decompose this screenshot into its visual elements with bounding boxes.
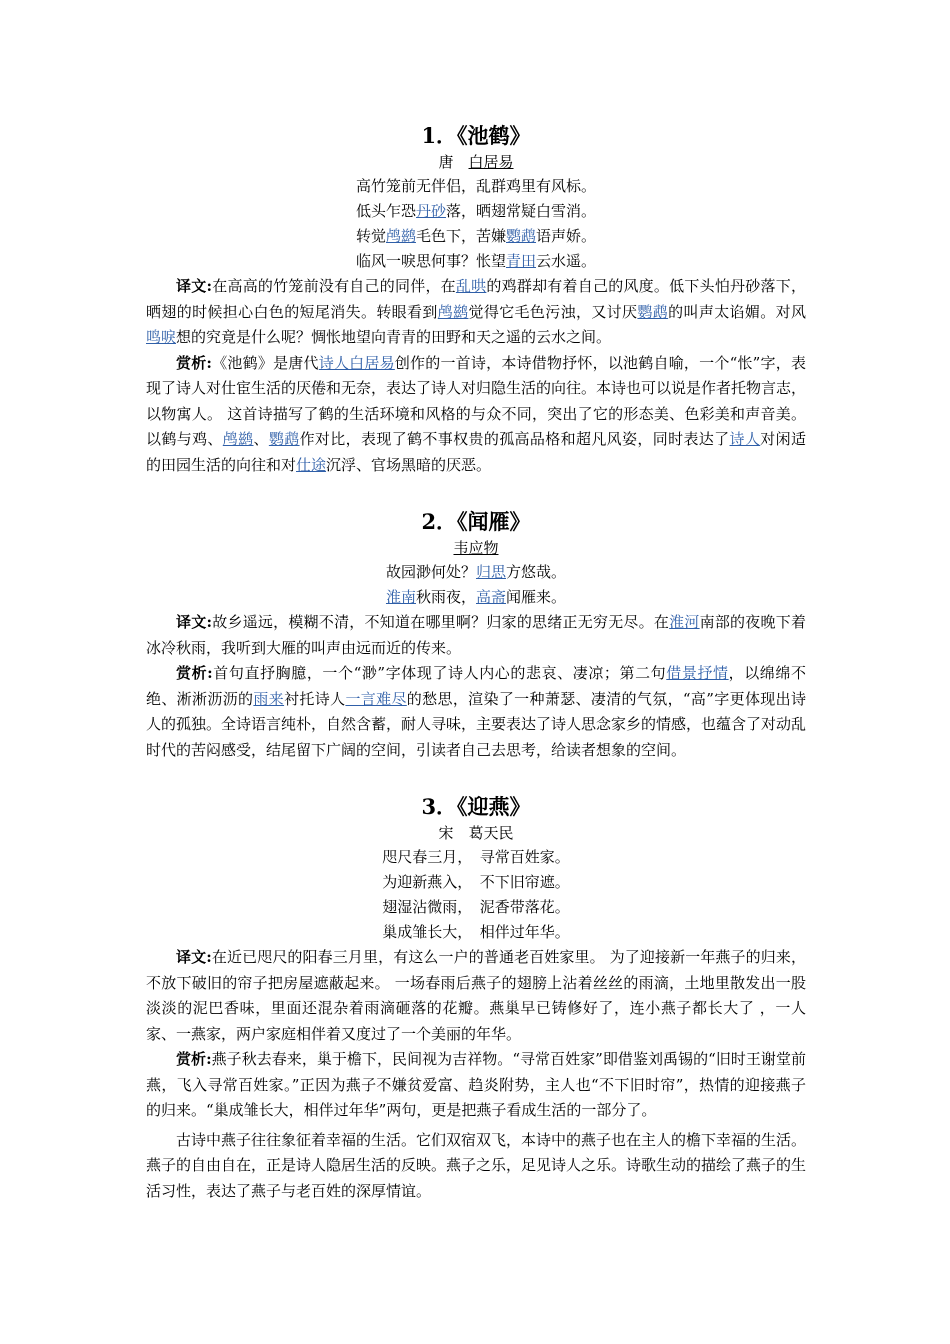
poem-section-3 xyxy=(146,793,806,1204)
analysis-paragraph xyxy=(146,351,806,479)
poem-title: 3．《迎燕》 xyxy=(421,794,531,819)
translation-text: 在高高的竹笼前没有自己的同伴，在乱哄的鸡群却有着自己的风度。低下头怕丹砂落下，晒翅的时候担心白色的短尾消失。转眼看到鸬鹚觉得它毛色污浊，又讨厌鹦鹉的叫声太谄媚。对风鸣唳想的究竟是什么呢？惆怅地望向青青的田野和天之遥的云水之间。 xyxy=(146,277,806,346)
term-link[interactable]: 鹦鹉 xyxy=(506,227,537,245)
poem-line: 为迎新燕入， 不下旧帘遮。 xyxy=(382,873,570,891)
poem-author xyxy=(146,536,806,560)
document-page xyxy=(146,0,806,1204)
poem-line: 转觉鸬鹚毛色下，苦嫌鹦鹉语声娇。 xyxy=(355,227,597,245)
translation-paragraph xyxy=(146,610,806,661)
poem-author xyxy=(146,150,806,174)
term-link[interactable]: 借景抒情 xyxy=(666,664,729,682)
poet-name: 白居易 xyxy=(468,153,514,171)
poem-line: 临风一唳思何事？怅望青田云水遥。 xyxy=(355,252,597,270)
analysis-label: 赏析: xyxy=(176,1050,212,1068)
translation-label: 译文: xyxy=(176,613,212,631)
term-link[interactable]: 淮河 xyxy=(669,613,700,631)
dynasty: 唐 xyxy=(438,153,454,171)
term-link[interactable]: 鹦鹉 xyxy=(637,302,669,321)
poem-line: 翅湿沾微雨， 泥香带落花。 xyxy=(382,898,570,916)
poet-name: 韦应物 xyxy=(453,539,499,557)
analysis-text: 燕子秋去春来，巢于檐下，民间视为吉祥物。“寻常百姓家”即借鉴刘禹锡的“旧时王谢堂前燕，飞入寻常百姓家。”正因为燕子不嫌贫爱富、趋炎附势，主人也“不下旧时帘”，热情的迎接燕子的归来。“巢成雏长大，相伴过年华”两句，更是把燕子看成生活的一部分了。 xyxy=(146,1050,806,1119)
term-link[interactable]: 一言难尽 xyxy=(345,689,407,708)
poem-title: 1．《池鹤》 xyxy=(421,123,531,148)
translation-label: 译文: xyxy=(176,277,212,295)
term-link[interactable]: 鸬鹚 xyxy=(222,430,254,448)
poem-title: 2．《闻雁》 xyxy=(421,509,531,534)
term-link[interactable]: 诗人 xyxy=(729,430,761,448)
poem-line: 淮南秋雨夜，高斋闻雁来。 xyxy=(385,588,567,606)
poem-section-2 xyxy=(146,508,806,763)
term-link[interactable]: 诗人白居易 xyxy=(318,353,395,372)
analysis-label: 赏析: xyxy=(176,353,212,372)
term-link[interactable]: 归思 xyxy=(475,563,506,581)
poem-author xyxy=(146,821,806,845)
analysis-text: 首句直抒胸臆，一个“渺”字体现了诗人内心的悲哀、凄凉；第二句借景抒情，以绵绵不绝、淅淅沥沥的雨来衬托诗人一言难尽的愁思，渲染了一种萧瑟、凄清的气氛，“高”字更体现出诗人的孤独。全诗语言纯朴，自然含蓄，耐人寻味，主要表达了诗人思念家乡的情感，也蕴含了对动乱时代的苦闷感受，结尾留下广阔的空间，引读者自己去思考，给读者想象的空间。 xyxy=(146,664,807,759)
analysis-label: 赏析: xyxy=(176,664,213,682)
term-link[interactable]: 乱哄 xyxy=(455,277,487,295)
term-link[interactable]: 雨来 xyxy=(253,689,285,708)
poem-line: 巢成雏长大， 相伴过年华。 xyxy=(382,923,570,941)
poem-line: 故园渺何处？归思方悠哉。 xyxy=(385,563,567,581)
translation-paragraph xyxy=(146,945,806,1047)
translation-text: 在近已咫尺的阳春三月里，有这么一户的普通老百姓家里。 为了迎接新一年燕子的归来，不放下破旧的帘子把房屋遮蔽起来。 一场春雨后燕子的翅膀上沾着丝丝的雨滴，土地里散发出一股淡淡的泥巴香味，里面还混杂着雨滴砸落的花瓣。燕巢早已铸修好了，连小燕子都长大了 ，一人家、一燕家，两户家庭相伴着又度过了一个美丽的年华。 xyxy=(146,948,806,1043)
analysis-text: 《池鹤》是唐代诗人白居易创作的一首诗，本诗借物抒怀，以池鹤自喻，一个“怅”字，表现了诗人对仕宦生活的厌倦和无奈，表达了诗人对归隐生活的向往。本诗也可以说是作者托物言志，以物寓人。 这首诗描写了鹤的生活环境和风格的与众不同，突出了它的形态美、色彩美和声音美。以鹤与鸡、鸬鹚、鹦鹉作对比，表现了鹤不事权贵的孤高品格和超凡风姿，同时表达了诗人对闲适的田园生活的向往和对仕途沉浮、官场黑暗的厌恶。 xyxy=(146,353,807,474)
term-link[interactable]: 高斋 xyxy=(476,588,507,606)
poem-line: 咫尺春三月， 寻常百姓家。 xyxy=(382,848,570,866)
term-link[interactable]: 鸬鹚 xyxy=(437,302,469,321)
analysis-paragraph xyxy=(146,1047,806,1124)
poem-line: 低头乍恐丹砂落，晒翅常疑白雪消。 xyxy=(355,202,597,220)
translation-text: 故乡遥远，模糊不清，不知道在哪里啊？归家的思绪正无穷无尽。在淮河南部的夜晚下着冰冷秋雨，我听到大雁的叫声由远而近的传来。 xyxy=(146,613,806,657)
term-link[interactable]: 鸣唳 xyxy=(146,328,177,346)
translation-label: 译文: xyxy=(176,948,212,966)
dynasty: 宋 xyxy=(438,824,454,842)
poem-line: 高竹笼前无伴侣，乱群鸡里有风标。 xyxy=(355,177,596,195)
analysis-paragraph xyxy=(146,661,806,763)
term-link[interactable]: 淮南 xyxy=(385,588,416,606)
term-link[interactable]: 鸬鹚 xyxy=(385,227,416,245)
poet-name: 葛天民 xyxy=(468,824,514,842)
term-link[interactable]: 仕途 xyxy=(296,455,327,474)
term-link[interactable]: 青田 xyxy=(505,252,536,270)
poem-section-1 xyxy=(146,122,806,478)
translation-paragraph xyxy=(146,274,806,351)
term-link[interactable]: 鹦鹉 xyxy=(268,430,300,448)
term-link[interactable]: 丹砂 xyxy=(415,202,446,220)
extra-paragraph: 古诗中燕子往往象征着幸福的生活。它们双宿双飞，本诗中的燕子也在主人的檐下幸福的生活。燕子的自由自在，正是诗人隐居生活的反映。燕子之乐，足见诗人之乐。诗歌生动的描绘了燕子的生活习性，表达了燕子与老百姓的深厚情谊。 xyxy=(146,1130,807,1200)
